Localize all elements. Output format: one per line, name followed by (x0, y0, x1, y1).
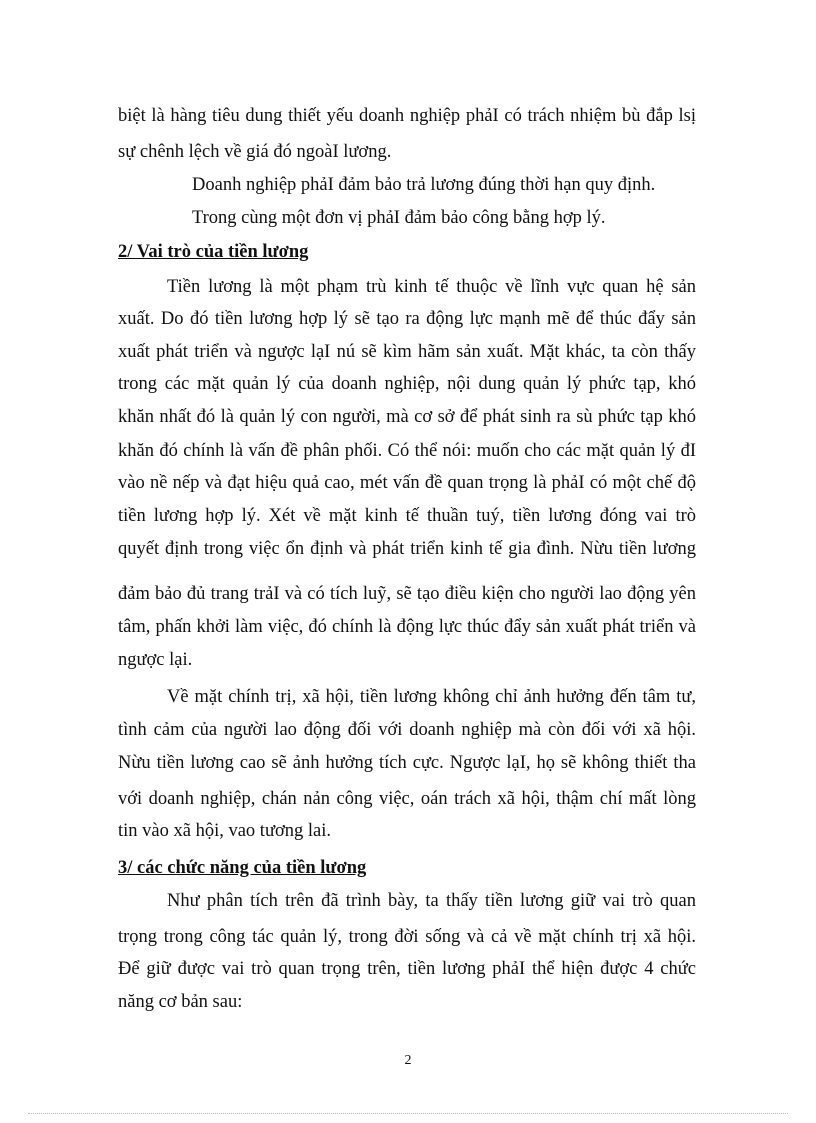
section-2-p1-line: đảm bảo đủ trang trảI và có tích luỹ, sẽ tạo điều kiện cho người lao động yên (118, 584, 696, 604)
section-3-p1-line: năng cơ bản sau: (118, 992, 243, 1012)
section-2-p1-line: khăn nhất đó là quản lý con người, mà cơ sở để phát sinh ra sù phức tạp khó (118, 407, 696, 427)
section-3-p1-line: trọng trong công tác quản lý, trong đời sống và cả về mặt chính trị xã hội. (118, 927, 696, 947)
section-2-p1-line: tiền lương hợp lý. Xét về mặt kinh tế thuần tuý, tiền lương đóng vai trò (118, 506, 696, 526)
intro-line-3: Doanh nghiệp phảI đảm bảo trả lương đúng thời hạn quy định. (192, 175, 656, 195)
intro-line-4: Trong cùng một đơn vị phảI đảm bảo công bằng hợp lý. (192, 208, 606, 228)
section-2-p1-line: khăn đó chính là vấn đề phân phối. Có thể nói: muốn cho các mặt quản lý đI (118, 441, 696, 461)
section-2-p2-line: Nừu tiền lương cao sẽ ảnh hưởng tích cực. Ngược lạI, họ sẽ không thiết tha (118, 753, 696, 773)
section-2-p1-line: xuất. Do đó tiền lương hợp lý sẽ tạo ra động lực mạnh mẽ để thúc đẩy sản (118, 309, 696, 329)
section-2-p1-line: tâm, phấn khởi làm việc, đó chính là động lực thúc đẩy sản xuất phát triển và (118, 617, 696, 637)
section-2-p2-line: tình cảm của người lao động đối với doanh nghiệp mà còn đối với xã hội. (118, 720, 696, 740)
footer-divider (28, 1113, 788, 1114)
section-3-heading: 3/ các chức năng của tiền lương (118, 858, 367, 878)
page-number: 2 (404, 1053, 412, 1068)
section-2-p1-line: Tiền lương là một phạm trù kinh tế thuộc về lĩnh vực quan hệ sản (167, 277, 696, 297)
section-3-p1-line: Như phân tích trên đã trình bày, ta thấy tiền lương giữ vai trò quan (167, 891, 696, 911)
section-2-p1-line: trong các mặt quản lý của doanh nghiệp, nội dung quản lý phức tạp, khó (118, 374, 696, 394)
intro-line-2: sự chênh lệch về giá đó ngoàI lương. (118, 142, 392, 162)
section-2-heading: 2/ Vai trò của tiền lương (118, 242, 309, 262)
section-2-p1-line: ngược lại. (118, 650, 193, 670)
section-2-p1-line: quyết định trong việc ổn định và phát triển kinh tế gia đình. Nừu tiền lương (118, 539, 696, 559)
intro-line-1: biệt là hàng tiêu dung thiết yếu doanh nghiệp phảI có trách nhiệm bù đắp lsị (118, 106, 696, 126)
section-2-p2-line: với doanh nghiệp, chán nản công việc, oán trách xã hội, thậm chí mất lòng (118, 789, 696, 809)
section-2-p1-line: vào nề nếp và đạt hiệu quả cao, mét vấn đề quan trọng là phảI có một chế độ (118, 473, 696, 493)
section-2-p1-line: xuất phát triển và ngược lạI nú sẽ kìm hãm sản xuất. Mặt khác, ta còn thấy (118, 342, 696, 362)
section-2-p2-line: Về mặt chính trị, xã hội, tiền lương không chỉ ảnh hưởng đến tâm tư, (167, 687, 696, 707)
section-2-p2-line: tin vào xã hội, vao tương lai. (118, 821, 331, 841)
section-3-p1-line: Để giữ được vai trò quan trọng trên, tiền lương phảI thể hiện được 4 chức (118, 959, 696, 979)
